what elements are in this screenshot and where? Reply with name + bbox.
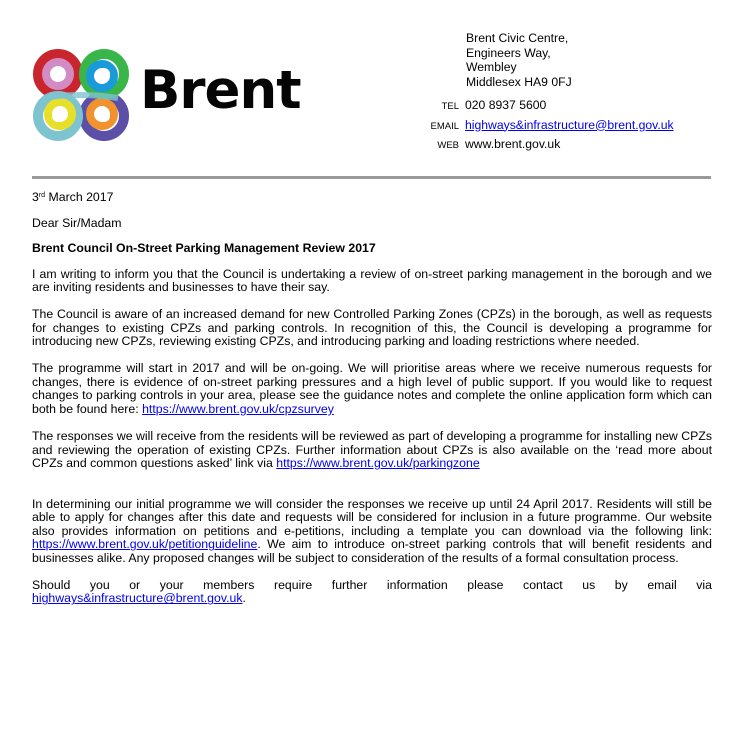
web-value: www.brent.gov.uk [465,137,561,151]
council-address [466,31,572,89]
cpz-survey-link[interactable]: https://www.brent.gov.uk/cpzsurvey [142,402,334,417]
paragraph-1: I am writing to inform you that the Council is undertaking a review of on-street parking management in the borough and we are inviting residents and businesses to have their say. [32,266,712,295]
parking-zone-link[interactable]: https://www.brent.gov.uk/parkingzone [276,456,480,471]
paragraph-6 [32,579,712,606]
paragraph-6-text: Should you or your members require further information please contact us by email via [32,577,712,592]
date-suffix: rd [38,192,46,199]
email-link[interactable]: highways&infrastructure@brent.gov.uk [465,117,674,132]
paragraph-6-end: . [242,591,246,606]
tel-value: 020 8937 5600 [465,98,547,112]
contact-email-link[interactable]: highways&infrastructure@brent.gov.uk [32,591,243,606]
letter-greeting: Dear Sir/Madam [32,215,122,230]
brent-logo-icon [32,48,132,144]
paragraph-5 [32,498,712,566]
contact-details [400,98,730,157]
letter-date [32,191,712,205]
contact-web [400,137,730,157]
paragraph-3 [32,362,712,416]
paragraph-2: The Council is aware of an increased demand for new Controlled Parking Zones (CPZs) in the borough, as well as requests for changes to existing CPZs and parking controls. In recognition of this, the Council is developing a programme for introducing new CPZs, reviewing existing CPZs, and introducing parking and loading restrictions where needed. [32,307,712,349]
contact-email [400,118,730,138]
header-divider [32,176,711,179]
paragraph-4 [32,430,712,471]
address-line: Middlesex HA9 0FJ [466,74,572,89]
contact-tel [400,98,730,118]
letter-subject: Brent Council On-Street Parking Management Review 2017 [32,241,376,256]
paragraph-4-text: The responses we will receive from the residents will be reviewed as part of developing a programme for installing new CPZs and reviewing the operation of existing CPZs. Further information about CPZs is also available on the ‘read more about CPZs and common questions asked’ link via [32,429,712,471]
paragraph-5-text-b: . We aim to introduce on-street parking controls that will benefit residents and businesses alike. Any proposed changes will be subject to consideration of the results of a formal consultation process. [32,537,712,565]
tel-label: TEL [441,101,459,112]
paragraph-3-text: The programme will start in 2017 and will be on-going. We will prioritise areas where we receive numerous requests for changes, there is evidence of on-street parking pressures and a high level of public support. If you would like to request changes to parking controls in your area, please see the guidance notes and complete the online application form which can both be found here: [32,361,712,417]
date-rest: March 2017 [45,190,114,204]
paragraph-5-text-a: In determining our initial programme we will consider the responses we receive up until 24 April 2017. Residents will still be able to apply for changes after this date and requests will be considered for inclusion in a future programme. Our website also provides information on petitions and e-petitions, including a template you can download via the following link: [32,496,712,538]
petition-guideline-link[interactable]: https://www.brent.gov.uk/petitionguideline [32,537,258,552]
letter-body [32,191,712,620]
address-line: Engineers Way, [466,45,551,60]
address-line: Wembley [466,60,517,75]
date-day: 3 [32,190,39,204]
brent-wordmark: Brent [140,60,301,121]
address-line: Brent Civic Centre, [466,31,569,45]
web-label: WEB [437,140,459,151]
email-label: EMAIL [430,120,459,132]
